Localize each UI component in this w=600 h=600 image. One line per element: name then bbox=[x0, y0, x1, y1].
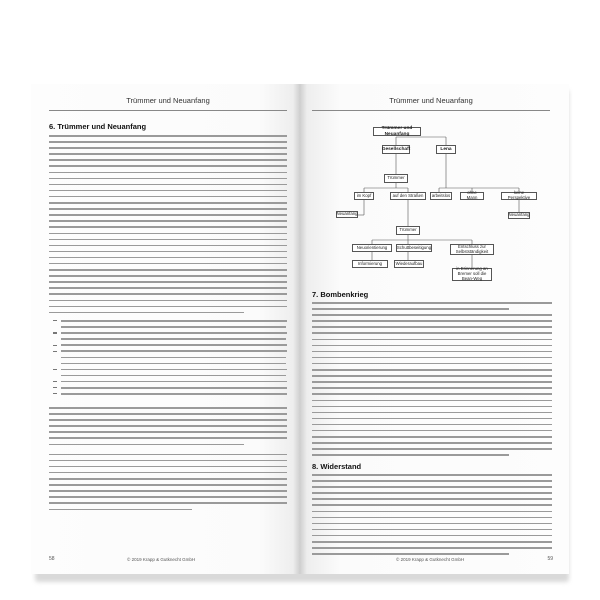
right-page bbox=[300, 84, 569, 574]
diagram-truemmer-mid-box: Trümmer bbox=[396, 226, 420, 235]
diagram-entschluss-box: Entschluss zur Selbstständigkeit bbox=[450, 244, 494, 255]
diagram-auf-den-strassen-box: auf den Straßen bbox=[390, 192, 426, 200]
diagram-schuttbeseitigung-box: Schuttbeseitigung bbox=[396, 244, 432, 252]
section-title-8: 8. Widerstand bbox=[312, 462, 362, 471]
diagram-lena-box: Lena bbox=[436, 145, 456, 154]
diagram-neuanfang-left-box: Neuanfang bbox=[336, 211, 358, 217]
footer-left: © 2019 Krapp & Gutknecht GmbH bbox=[127, 557, 196, 562]
diagram-keine-perspektive-box: keine Perspektive bbox=[501, 192, 537, 200]
section-title-7: 7. Bombenkrieg bbox=[312, 290, 369, 299]
page-number-left: 58 bbox=[49, 556, 55, 562]
diagram-wiederaufbau-box: Wiederaufbau bbox=[394, 260, 424, 268]
diagram-ohne-mann-box: ohne Mann bbox=[460, 192, 484, 200]
diagram-truemmer-top-box: Trümmer bbox=[384, 174, 408, 183]
left-page bbox=[31, 84, 301, 574]
diagram-arbeitslos-box: arbeitslos bbox=[430, 192, 452, 200]
diagram-title-box: Trümmer und Neuanfang bbox=[373, 127, 421, 136]
footer-right: © 2019 Krapp & Gutknecht GmbH bbox=[396, 557, 465, 562]
section-title-6: 6. Trümmer und Neuanfang bbox=[49, 122, 147, 131]
left-body-text-block-1 bbox=[49, 135, 287, 318]
diagram-neuanfang-right-box: Neuanfang bbox=[508, 212, 530, 218]
running-header-right: Trümmer und Neuanfang bbox=[312, 96, 550, 111]
diagram-im-kopf-box: im Kopf bbox=[354, 192, 374, 200]
open-book bbox=[31, 84, 569, 578]
diagram-gesellschaft-box: Gesellschaft bbox=[382, 145, 410, 154]
running-header-left: Trümmer und Neuanfang bbox=[49, 96, 287, 111]
left-body-text-block-2 bbox=[49, 407, 287, 515]
right-body-text-section-8 bbox=[312, 474, 552, 559]
left-bullet-list bbox=[53, 320, 287, 399]
diagram-neuorientierung-box: Neuorientierung bbox=[352, 244, 392, 252]
diagram-informierung-box: Informierung bbox=[352, 260, 388, 268]
right-body-text-section-7 bbox=[312, 302, 552, 460]
diagram-einzelnung-box: in Erinnerung an Bremer soll die Bean-Weg bbox=[452, 268, 492, 281]
page-number-right: 59 bbox=[547, 556, 553, 562]
book-spine-shadow bbox=[293, 84, 307, 574]
